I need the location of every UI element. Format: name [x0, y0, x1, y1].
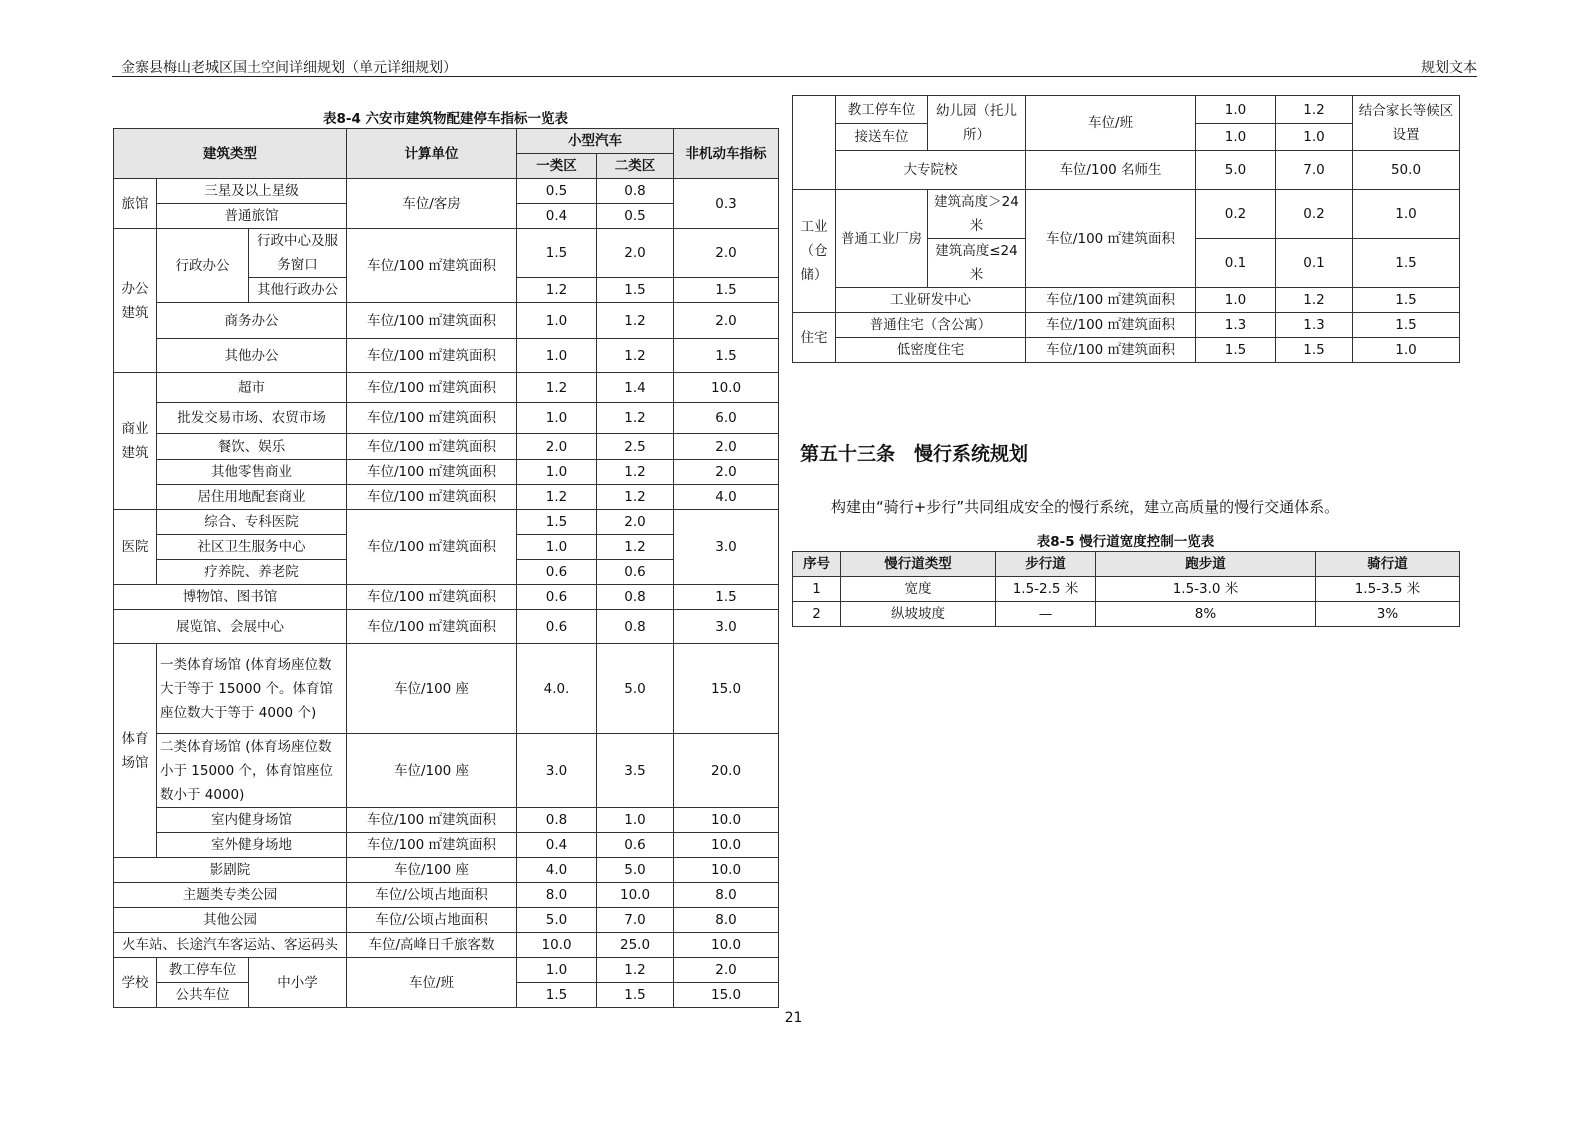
parking-standard-table: [113, 128, 779, 1008]
unit-cell: 车位/公顷占地面积: [347, 883, 517, 908]
row-label: 社区卫生服务中心: [157, 535, 347, 560]
header-running-track: 跑步道: [1096, 552, 1316, 577]
zone1-value: 1.2: [517, 485, 597, 510]
zone2-value: 1.2: [597, 958, 674, 983]
table-cell: 1: [793, 577, 841, 602]
row-label: 主题类专类公园: [114, 883, 347, 908]
unit-cell: 车位/100 ㎡建筑面积: [347, 403, 517, 434]
unit-cell: 车位/100 ㎡建筑面积: [347, 460, 517, 485]
zone1-value: 5.0: [1196, 151, 1276, 190]
nonmotor-value: 1.0: [1353, 190, 1460, 239]
unit-cell: 车位/班: [347, 958, 517, 1008]
unit-cell: 车位/100 ㎡建筑面积: [347, 610, 517, 644]
zone1-value: 0.1: [1196, 239, 1276, 288]
slow-lane-width-table: [792, 551, 1460, 627]
nonmotor-value: 1.5: [1353, 313, 1460, 338]
zone2-value: 1.2: [1276, 288, 1353, 313]
unit-cell: 车位/100 ㎡建筑面积: [347, 339, 517, 373]
row-label: 行政中心及服务窗口: [249, 229, 347, 278]
zone1-value: 1.0: [1196, 124, 1276, 151]
row-label: 教工停车位: [157, 958, 249, 983]
row-label: 建筑高度＞24 米: [928, 190, 1026, 239]
row-label: 二类体育场馆 (体育场座位数小于 15000 个，体育馆座位数小于 4000): [157, 734, 347, 808]
category-cell: 工业（仓储）: [793, 190, 836, 313]
zone2-value: 5.0: [597, 644, 674, 734]
unit-cell: 车位/100 名师生: [1026, 151, 1196, 190]
nonmotor-value: 3.0: [674, 610, 779, 644]
nonmotor-value: 10.0: [674, 933, 779, 958]
zone2-value: 5.0: [597, 858, 674, 883]
table-cell: 宽度: [841, 577, 996, 602]
document-title: 金寨县梅山老城区国土空间详细规划（单元详细规划）: [121, 60, 457, 76]
header-building-type: 建筑类型: [114, 129, 347, 179]
nonmotor-value: 4.0: [674, 485, 779, 510]
header-cycle-lane: 骑行道: [1316, 552, 1460, 577]
subcategory-cell: 行政办公: [157, 229, 249, 303]
row-label: 接送车位: [836, 124, 928, 151]
nonmotor-value: 1.0: [1353, 338, 1460, 363]
zone1-value: 1.5: [1196, 338, 1276, 363]
zone1-value: 1.5: [517, 510, 597, 535]
nonmotor-value: 1.5: [1353, 288, 1460, 313]
unit-cell: 车位/100 座: [347, 734, 517, 808]
zone2-value: 7.0: [597, 908, 674, 933]
row-label: 其他公园: [114, 908, 347, 933]
zone1-value: 10.0: [517, 933, 597, 958]
category-cell: 商业建筑: [114, 373, 157, 510]
zone2-value: 0.2: [1276, 190, 1353, 239]
header-walkway: 步行道: [996, 552, 1096, 577]
parking-standard-table-continued: [792, 95, 1460, 363]
zone1-value: 0.6: [517, 610, 597, 644]
nonmotor-value: 2.0: [674, 303, 779, 339]
zone1-value: 0.2: [1196, 190, 1276, 239]
zone2-value: 0.6: [597, 560, 674, 585]
category-cell: 办公建筑: [114, 229, 157, 373]
table-cell: 1.5-3.5 米: [1316, 577, 1460, 602]
zone1-value: 1.0: [1196, 288, 1276, 313]
zone1-value: 2.0: [517, 434, 597, 460]
table-cell: 2: [793, 602, 841, 627]
row-label: 建筑高度≤24 米: [928, 239, 1026, 288]
row-label: 室外健身场地: [157, 833, 347, 858]
table-cell: 3%: [1316, 602, 1460, 627]
row-label: 居住用地配套商业: [157, 485, 347, 510]
zone2-value: 1.2: [597, 339, 674, 373]
nonmotor-value: 10.0: [674, 858, 779, 883]
nonmotor-value: 0.3: [674, 179, 779, 229]
nonmotor-value: 2.0: [674, 434, 779, 460]
row-label: 一类体育场馆 (体育场座位数大于等于 15000 个。体育馆座位数大于等于 4000 个): [157, 644, 347, 734]
nonmotor-value: 结合家长等候区设置: [1353, 96, 1460, 151]
unit-cell: 车位/100 ㎡建筑面积: [347, 485, 517, 510]
zone2-value: 0.6: [597, 833, 674, 858]
zone1-value: 1.0: [1196, 96, 1276, 124]
zone1-value: 0.8: [517, 808, 597, 833]
subcategory-cell: 中小学: [249, 958, 347, 1008]
zone2-value: 1.2: [597, 403, 674, 434]
nonmotor-value: 10.0: [674, 833, 779, 858]
zone1-value: 1.5: [517, 229, 597, 278]
row-label: 工业研发中心: [836, 288, 1026, 313]
row-label: 疗养院、养老院: [157, 560, 347, 585]
table-cell: 1.5-2.5 米: [996, 577, 1096, 602]
nonmotor-value: 10.0: [674, 808, 779, 833]
header-nonmotor: 非机动车指标: [674, 129, 779, 179]
unit-cell: 车位/公顷占地面积: [347, 908, 517, 933]
unit-cell: 车位/班: [1026, 96, 1196, 151]
document-type: 规划文本: [1421, 60, 1477, 76]
row-label: 室内健身场馆: [157, 808, 347, 833]
unit-cell: 车位/100 ㎡建筑面积: [1026, 313, 1196, 338]
unit-cell: 车位/100 ㎡建筑面积: [347, 808, 517, 833]
row-label: 批发交易市场、农贸市场: [157, 403, 347, 434]
nonmotor-value: 1.5: [674, 278, 779, 303]
zone2-value: 1.5: [1276, 338, 1353, 363]
row-label: 大专院校: [836, 151, 1026, 190]
row-label: 教工停车位: [836, 96, 928, 124]
header-zone-2: 二类区: [597, 154, 674, 179]
zone2-value: 1.2: [597, 303, 674, 339]
zone1-value: 1.3: [1196, 313, 1276, 338]
zone2-value: 1.0: [597, 808, 674, 833]
row-label: 普通旅馆: [157, 204, 347, 229]
row-label: 火车站、长途汽车客运站、客运码头: [114, 933, 347, 958]
zone1-value: 8.0: [517, 883, 597, 908]
header-rule: [112, 76, 1477, 77]
table-cell: 8%: [1096, 602, 1316, 627]
zone1-value: 1.0: [517, 303, 597, 339]
nonmotor-value: 8.0: [674, 908, 779, 933]
unit-cell: 车位/100 ㎡建筑面积: [347, 510, 517, 585]
category-cell-empty: [793, 96, 836, 190]
zone2-value: 7.0: [1276, 151, 1353, 190]
zone1-value: 3.0: [517, 734, 597, 808]
row-label: 影剧院: [114, 858, 347, 883]
nonmotor-value: 1.5: [674, 585, 779, 610]
zone2-value: 2.0: [597, 229, 674, 278]
header-car: 小型汽车: [517, 129, 674, 154]
zone2-value: 3.5: [597, 734, 674, 808]
zone1-value: 0.4: [517, 833, 597, 858]
zone2-value: 1.2: [597, 535, 674, 560]
row-label: 其他办公: [157, 339, 347, 373]
zone2-value: 2.0: [597, 510, 674, 535]
zone2-value: 1.0: [1276, 124, 1353, 151]
zone2-value: 1.5: [597, 983, 674, 1008]
category-cell: 住宅: [793, 313, 836, 363]
unit-cell: 车位/100 座: [347, 644, 517, 734]
zone2-value: 1.2: [597, 485, 674, 510]
unit-cell: 车位/100 ㎡建筑面积: [347, 434, 517, 460]
row-label: 展览馆、会展中心: [114, 610, 347, 644]
zone1-value: 1.0: [517, 535, 597, 560]
nonmotor-value: 2.0: [674, 460, 779, 485]
zone2-value: 1.2: [597, 460, 674, 485]
unit-cell: 车位/100 座: [347, 858, 517, 883]
zone2-value: 1.2: [1276, 96, 1353, 124]
nonmotor-value: 50.0: [1353, 151, 1460, 190]
zone1-value: 4.0.: [517, 644, 597, 734]
zone1-value: 5.0: [517, 908, 597, 933]
nonmotor-value: 15.0: [674, 983, 779, 1008]
table-8-4-caption: 表8-4 六安市建筑物配建停车指标一览表: [322, 111, 569, 127]
subcategory-cell: 普通工业厂房: [836, 190, 928, 288]
category-cell: 旅馆: [114, 179, 157, 229]
nonmotor-value: 15.0: [674, 644, 779, 734]
nonmotor-value: 1.5: [1353, 239, 1460, 288]
zone2-value: 10.0: [597, 883, 674, 908]
nonmotor-value: 2.0: [674, 229, 779, 278]
zone1-value: 0.4: [517, 204, 597, 229]
nonmotor-value: 20.0: [674, 734, 779, 808]
unit-cell: 车位/100 ㎡建筑面积: [347, 833, 517, 858]
zone1-value: 1.2: [517, 278, 597, 303]
zone2-value: 1.3: [1276, 313, 1353, 338]
unit-cell: 车位/100 ㎡建筑面积: [1026, 288, 1196, 313]
table-cell: 1.5-3.0 米: [1096, 577, 1316, 602]
article-paragraph: 构建由“骑行+步行”共同组成安全的慢行系统，建立高质量的慢行交通体系。: [831, 498, 1340, 516]
row-label: 普通住宅（含公寓）: [836, 313, 1026, 338]
header-unit: 计算单位: [347, 129, 517, 179]
zone1-value: 1.0: [517, 958, 597, 983]
category-cell: 学校: [114, 958, 157, 1008]
zone2-value: 2.5: [597, 434, 674, 460]
table-cell: 纵坡坡度: [841, 602, 996, 627]
table-cell: —: [996, 602, 1096, 627]
row-label: 三星及以上星级: [157, 179, 347, 204]
header-zone-1: 一类区: [517, 154, 597, 179]
category-cell: 医院: [114, 510, 157, 585]
zone2-value: 0.8: [597, 179, 674, 204]
zone2-value: 0.1: [1276, 239, 1353, 288]
unit-cell: 车位/100 ㎡建筑面积: [347, 373, 517, 403]
unit-cell: 车位/客房: [347, 179, 517, 229]
nonmotor-value: 1.5: [674, 339, 779, 373]
zone1-value: 4.0: [517, 858, 597, 883]
row-label: 博物馆、图书馆: [114, 585, 347, 610]
nonmotor-value: 8.0: [674, 883, 779, 908]
unit-cell: 车位/100 ㎡建筑面积: [347, 585, 517, 610]
unit-cell: 车位/100 ㎡建筑面积: [1026, 338, 1196, 363]
zone1-value: 0.6: [517, 585, 597, 610]
article-heading: 第五十三条 慢行系统规划: [800, 443, 1029, 465]
zone2-value: 25.0: [597, 933, 674, 958]
row-label: 其他行政办公: [249, 278, 347, 303]
zone1-value: 0.5: [517, 179, 597, 204]
nonmotor-value: 3.0: [674, 510, 779, 585]
row-label: 公共车位: [157, 983, 249, 1008]
row-label: 综合、专科医院: [157, 510, 347, 535]
nonmotor-value: 2.0: [674, 958, 779, 983]
unit-cell: 车位/100 ㎡建筑面积: [347, 303, 517, 339]
row-label: 超市: [157, 373, 347, 403]
zone2-value: 1.5: [597, 278, 674, 303]
unit-cell: 车位/100 ㎡建筑面积: [347, 229, 517, 303]
row-label: 商务办公: [157, 303, 347, 339]
zone2-value: 0.8: [597, 585, 674, 610]
zone1-value: 1.5: [517, 983, 597, 1008]
row-label: 其他零售商业: [157, 460, 347, 485]
table-8-5-caption: 表8-5 慢行道宽度控制一览表: [1036, 534, 1215, 550]
page-number: 21: [784, 1010, 803, 1026]
category-cell: 体育场馆: [114, 644, 157, 858]
row-label: 餐饮、娱乐: [157, 434, 347, 460]
zone1-value: 1.0: [517, 339, 597, 373]
row-label: 低密度住宅: [836, 338, 1026, 363]
header-lane-type: 慢行道类型: [841, 552, 996, 577]
nonmotor-value: 6.0: [674, 403, 779, 434]
zone2-value: 1.4: [597, 373, 674, 403]
subcategory-cell: 幼儿园（托儿所）: [928, 96, 1026, 151]
zone1-value: 0.6: [517, 560, 597, 585]
unit-cell: 车位/高峰日千旅客数: [347, 933, 517, 958]
unit-cell: 车位/100 ㎡建筑面积: [1026, 190, 1196, 288]
nonmotor-value: 10.0: [674, 373, 779, 403]
zone2-value: 0.5: [597, 204, 674, 229]
zone1-value: 1.0: [517, 403, 597, 434]
zone1-value: 1.0: [517, 460, 597, 485]
zone1-value: 1.2: [517, 373, 597, 403]
header-index: 序号: [793, 552, 841, 577]
zone2-value: 0.8: [597, 610, 674, 644]
